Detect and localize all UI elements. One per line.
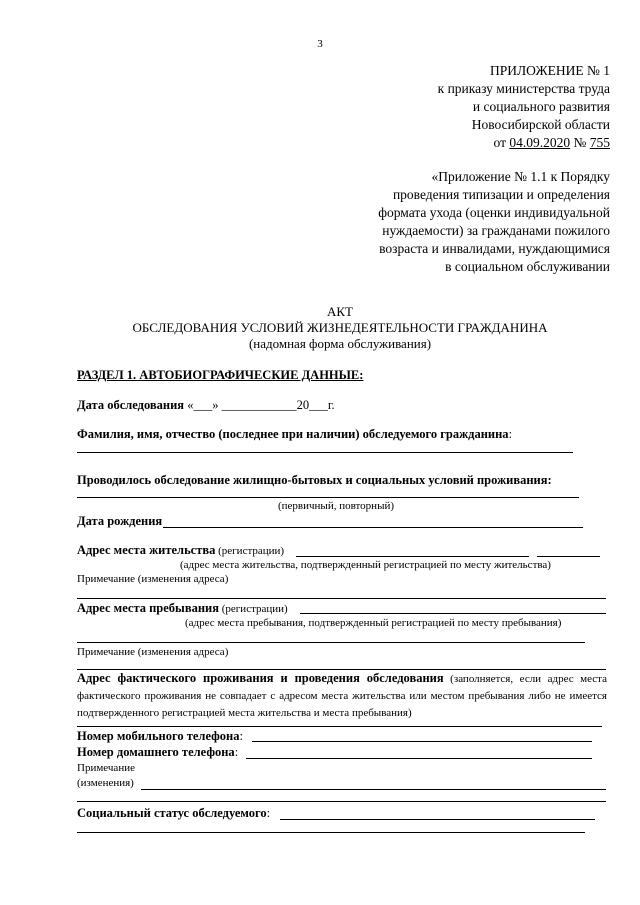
- residence-row: Адрес места жительства (регистрации): [77, 543, 285, 557]
- act-form-type: (надомная форма обслуживания): [248, 336, 432, 351]
- section-1-heading: РАЗДЕЛ 1. АВТОБИОГРАФИЧЕСКИЕ ДАННЫЕ:: [77, 368, 364, 382]
- act-subtitle: ОБСЛЕДОВАНИЯ УСЛОВИЙ ЖИЗНЕДЕЯТЕЛЬНОСТИ ГРАЖДАНИНА: [132, 320, 548, 335]
- mobile-phone-row: Номер мобильного телефона:: [77, 729, 243, 743]
- appendix-order-date: от 04.09.2020 № 755: [493, 135, 610, 150]
- phones-note-changes: (изменения): [77, 777, 134, 789]
- residence-fill-line-2[interactable]: [537, 556, 600, 557]
- quote-line-4: нуждаемости) за гражданами пожилого: [382, 223, 610, 238]
- act-title: АКТ: [327, 304, 353, 319]
- stay-row: Адрес места пребывания (регистрации): [77, 601, 288, 615]
- residence-note: Примечание (изменения адреса): [77, 573, 229, 585]
- birth-date-fill-line[interactable]: [163, 527, 583, 528]
- appendix-line-2: к приказу министерства труда: [437, 81, 610, 96]
- actual-address-block: Адрес фактического проживания и проведения обследования (заполняется, если адрес места фактического проживания не совпадает с адресом места жительства или местом пребывания либо не имеется подтвержденного регистрацией места жительства и места пребывания): [77, 671, 607, 719]
- quote-line-1: «Приложение № 1.1 к Порядку: [431, 169, 610, 184]
- social-status-row: Социальный статус обследуемого:: [77, 806, 271, 820]
- phones-note: Примечание: [77, 762, 135, 774]
- birth-date-label: Дата рождения: [77, 514, 163, 528]
- appendix-line-3: и социального развития: [472, 99, 610, 114]
- home-phone-line[interactable]: [246, 758, 592, 759]
- stay-hint: (адрес места пребывания, подтвержденный регистрацией по месту пребывания): [185, 617, 562, 629]
- phones-note-line[interactable]: [141, 789, 606, 790]
- quote-line-6: в социальном обслуживании: [445, 259, 610, 274]
- quote-line-3: формата ухода (оценки индивидуальной: [378, 205, 610, 220]
- home-phone-row: Номер домашнего телефона:: [77, 745, 239, 759]
- exam-date-blanks: «___» ____________20___г.: [184, 398, 335, 412]
- residence-note-line[interactable]: [77, 598, 606, 599]
- phones-note-line-2[interactable]: [77, 801, 606, 802]
- social-status-line-2[interactable]: [77, 832, 585, 833]
- page-number: 3: [317, 38, 323, 50]
- exam-date-row: Дата обследования «___» ____________20___г.: [77, 398, 335, 412]
- residence-hint: (адрес места жительства, подтвержденный регистрацией по месту жительства): [180, 559, 551, 571]
- conducted-fill-line[interactable]: [77, 497, 579, 498]
- appendix-line-4: Новосибирской области: [471, 117, 610, 132]
- social-status-line[interactable]: [280, 819, 595, 820]
- mobile-phone-line[interactable]: [252, 741, 592, 742]
- stay-fill-line-2[interactable]: [77, 642, 585, 643]
- residence-fill-line[interactable]: [296, 556, 529, 557]
- appendix-title: ПРИЛОЖЕНИЕ № 1: [489, 63, 610, 78]
- fio-fill-line[interactable]: [77, 452, 573, 453]
- order-date: 04.09.2020: [509, 135, 571, 150]
- actual-address-line[interactable]: [77, 726, 602, 727]
- conducted-hint: (первичный, повторный): [278, 500, 395, 512]
- fio-row: Фамилия, имя, отчество (последнее при наличии) обследуемого гражданина:: [77, 427, 513, 441]
- stay-note: Примечание (изменения адреса): [77, 646, 229, 658]
- order-number: 755: [589, 135, 610, 150]
- conducted-label: Проводилось обследование жилищно-бытовых и социальных условий проживания:: [77, 473, 552, 487]
- stay-fill-line[interactable]: [300, 613, 606, 614]
- quote-line-2: проведения типизации и определения: [392, 187, 610, 202]
- quote-line-5: возраста и инвалидами, нуждающимися: [379, 241, 610, 256]
